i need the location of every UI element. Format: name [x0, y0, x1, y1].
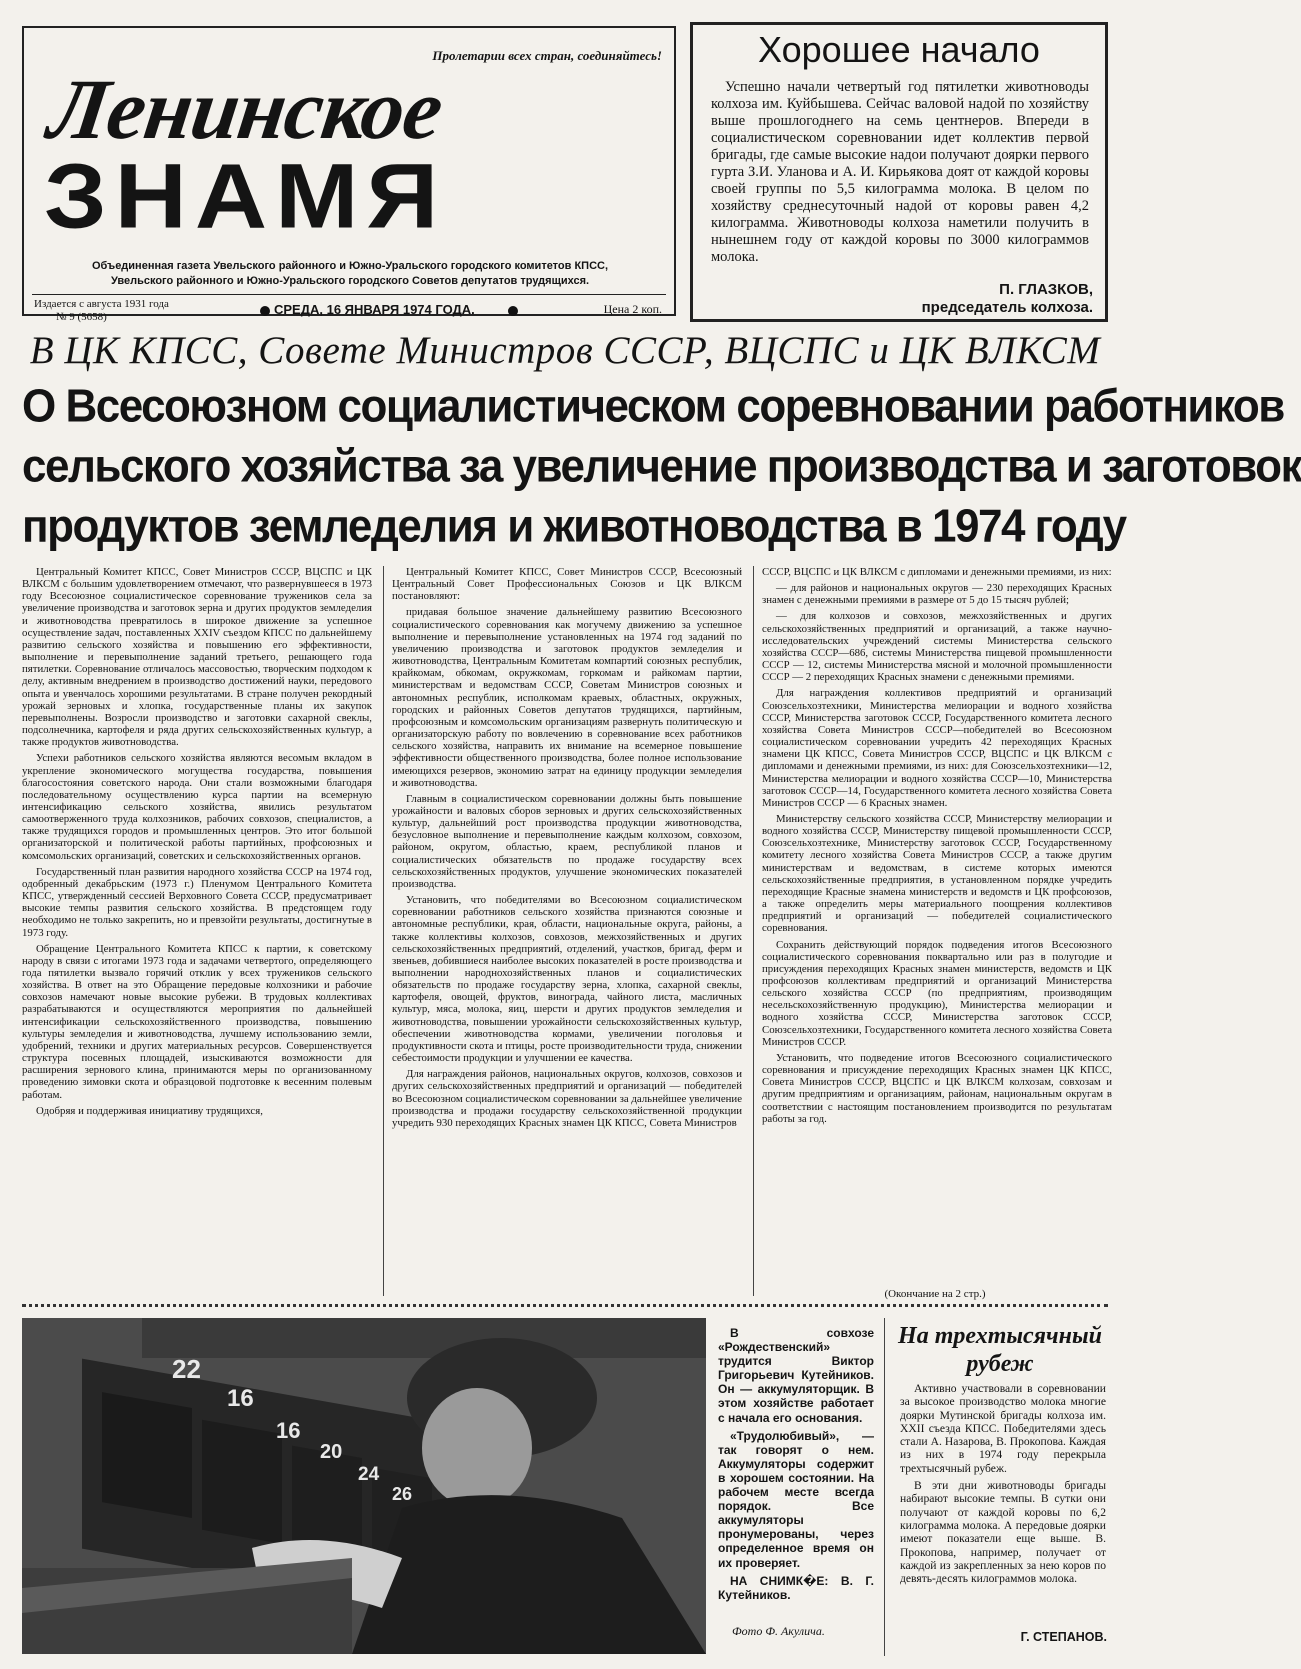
article-column-3 — [762, 566, 1112, 1288]
issue-info — [34, 298, 169, 324]
good-start-box — [690, 22, 1108, 322]
article-column-2 — [392, 566, 742, 1292]
article-paragraph: — для районов и национальных округов — 230 переходящих Красных знамен с денежными премиями в размере от 5 до 15 тысяч рублей; — [762, 582, 1112, 607]
good-start-title: Хорошее начало — [758, 29, 1040, 70]
bullet-dot — [260, 306, 270, 316]
masthead-subline-1: Объединенная газета Увельского районного и Южно-Уральского городского комитетов КПСС, — [91, 260, 609, 272]
column-divider — [884, 1318, 885, 1656]
article-paragraph: Сохранить действующий порядок подведения итогов Всесоюзного социалистического соревнования поквартально или раз в полугодие и присуждения переходящих Красных знамен министерств, ведомств и ЦК профсоюзов коллективам предприятий и организаций Министерства сельского хозяйства СССР (по предприятиям, производящим несельскохозяйственную продукцию), Министерства мелиорации и водного хозяйства СССР, Министерства заготовок СССР, Союзсельхозтехники, Государственного комитета лесного хозяйства Совета Министров СССР. — [762, 938, 1112, 1048]
column-divider — [383, 566, 384, 1296]
signer-title: председатель колхоза. — [921, 299, 1093, 316]
masthead-divider — [32, 294, 666, 295]
story-paragraph: Активно участвовали в соревновании за высокое производство молока многие доярки Мутинской бригады колхоза им. XXII съезда КПСС. Победителями здесь стали А. Назарова, В. Прокопова. Каждая из них в 1974 году перекрыла трехтысячный рубеж. — [900, 1382, 1106, 1475]
article-paragraph: Обращение Центрального Комитета КПСС к партии, к советскому народу в связи с итогами 1973 года и задачами четвертого, определяющего года пятилетки вызвало горячий отклик у всех тружеников сельского хозяйства. В ответ на это Обращение передовые колхозники и рабочие совхозов намечают новые высокие рубежи. В трудовых коллективах разрабатываются и осуществляются мероприятия по дальнейшей интенсификации сельскохозяйственного производства, повышению культуры земледелия и животноводства, лучшему использованию земли, удобрений, техники и других материальных ресурсов. Совершенствуется структура посевных площадей, изыскиваются возможности для расширения зернового клина, принимаются меры по организованному проведению зимовки скота и образцовой подготовке к весенним полевым работам. — [22, 942, 372, 1101]
section-header: В ЦК КПСС, Совете Министров СССР, ВЦСПС и ЦК ВЛКСМ — [29, 329, 1101, 372]
headline-line-1: О Всесоюзном социалистическом соревновании работников — [22, 380, 1284, 433]
signer-name: П. ГЛАЗКОВ, — [999, 281, 1093, 298]
photo-credit: Фото Ф. Акулича. — [732, 1624, 825, 1638]
masthead-subline-2: Увельского районного и Южно-Уральского городского Советов депутатов трудящихся. — [110, 275, 590, 287]
battery-number: 20 — [320, 1441, 343, 1463]
article-paragraph: Центральный Комитет КПСС, Совет Министров СССР, Всесоюзный Центральный Совет Профессиональных Союзов и ЦК ВЛКСМ постановляют: — [392, 566, 742, 603]
article-column-1 — [22, 566, 372, 1292]
continued-note: (Окончание на 2 стр.) — [884, 1288, 986, 1300]
newspaper-title-top: Ленинское — [43, 61, 448, 157]
bullet-dot — [508, 306, 518, 316]
issue-date: СРЕДА, 16 ЯНВАРЯ 1974 ГОДА. — [274, 302, 475, 317]
battery-number: 22 — [172, 1354, 201, 1384]
issued-since: Издается с августа 1931 года — [34, 298, 169, 310]
issue-number: № 9 (5658) — [56, 311, 107, 323]
newspaper-title-main: ЗНАМЯ — [44, 144, 447, 248]
worker-photo — [22, 1318, 706, 1654]
article-paragraph: Главным в социалистическом соревновании должны быть повышение урожайности и валовых сборов зерновых и других сельскохозяйственных культур, дальнейший рост производства продукции животноводства, безусловное выполнение и перевыполнение каждым колхозом, совхозом, районом, округом, областью, краем, республикой планов и социалистических обязательств по продаже государству всех сельскохозяйственных продуктов, улучшение экономических показателей производства. — [392, 792, 742, 890]
article-paragraph: СССР, ВЦСПС и ЦК ВЛКСМ с дипломами и денежными премиями, из них: — [762, 566, 1112, 578]
article-paragraph: — для колхозов и совхозов, межхозяйственных и других сельскохозяйственных предприятий и организаций, а также научно-исследовательских учреждений системы Министерства сельского хозяйства СССР—686, системы Министерства пищевой промышленности СССР — 12, системы Министерства мясной и молочной промышленности СССР — 2 переходящих Красных знамени с денежными премиями. — [762, 610, 1112, 684]
article-paragraph: Центральный Комитет КПСС, Совет Министров СССР, ВЦСПС и ЦК ВЛКСМ с большим удовлетворением отмечают, что развернувшееся в 1973 году Всесоюзное социалистическое соревнование тружеников села за увеличение производства и заготовок зерна и других продуктов земледелия и животноводства превратилось в широкое движение за успешное осуществление задач, поставленных XXIV съездом КПСС по дальнейшему развитию сельского хозяйства и повышению его эффективности, выполнение и перевыполнение заданий третьего, решающего года пятилетки. Соревнование отличалось массовостью, творческим подходом к делу, активным внедрением в производство достижений науки, передового опыта и увенчалось хорошими результатами. В стране получен рекордный урожай зерновых и хлопка, государственные планы их закупок перевыполнены. Возросли производство и заготовки сахарной свеклы, подсолнечника, картофеля и ряда других сельскохозяйственных культур, а также продуктов животноводства. — [22, 566, 372, 749]
story-paragraph: В эти дни животноводы бригады набирают высокие темпы. В сутки они получают от каждой коровы по 6,2 килограмма молока. А передовые доярки имеют показатели еще выше. В. Прокопова, например, получает от каждой из закрепленных за нею коров по девять-десять килограммов молока. — [900, 1479, 1106, 1586]
story-signature: Г. СТЕПАНОВ. — [1020, 1630, 1107, 1644]
article-paragraph: Одобряя и поддерживая инициативу трудящихся, — [36, 1104, 263, 1117]
three-thousand-title: На трехтысячный рубеж — [898, 1323, 1102, 1377]
article-paragraph: придавая большое значение дальнейшему развитию Всесоюзного социалистического соревнования как могучему движению за успешное выполнение и перевыполнение установленных на 1974 год заданий по увеличению производства и заготовок продуктов земледелия и животноводства, Центральным Комитетам компартий союзных республик, крайкомам, обкомам, окружкомам, горкомам и райкомам партии, министерствам и ведомствам СССР, Советам Министров союзных и автономных республик, исполкомам краевых, областных, окружных, городских и районных Советов депутатов трудящихся, партийным, профсоюзным и комсомольским организациям развернуть политическую и организаторскую работу по вовлечению в соревнование всех работников сельского хозяйства, направить их внимание на всемерное повышение эффективности общественного производства, более полное использование имеющихся резервов, экономию затрат на единицу продукции земледелия и животноводства. — [392, 606, 742, 789]
battery-number: 16 — [276, 1418, 301, 1443]
photo-caption — [718, 1326, 874, 1606]
article-paragraph: Министерству сельского хозяйства СССР, Министерству мелиорации и водного хозяйства СССР, Министерству пищевой промышленности СССР, Союзсельхозтехнике, Министерству заготовок СССР, Государственному комитету лесного хозяйства Совета Министров СССР, а также другим министерствам и ведомствам, в системе которых имеются сельскохозяйственные предприятия, в установленном порядке учредить переходящие Красные знамена министерств и ведомств и ЦК профсоюзов, а также определить меры материального поощрения коллективов предприятий и организаций — победителей социалистического соревнования. — [762, 812, 1112, 935]
caption-paragraph: В совхозе «Рождественский» трудится Виктор Григорьевич Кутейников. Он — аккумуляторщик. В этом хозяйстве работает с начала его основания. — [718, 1326, 874, 1425]
caption-paragraph: НА СНИМК�Е: В. Г. Кутейников. — [718, 1573, 874, 1602]
battery-number: 16 — [227, 1385, 254, 1412]
article-paragraph: Государственный план развития народного хозяйства СССР на 1974 год, одобренный декабрьским (1973 г.) Пленумом Центрального Комитета КПСС, утвержденный сессией Верховного Совета СССР, предусматривает высокие темпы развития сельского хозяйства. В предстоящем году необходимо не только закрепить, но и превзойти результаты, достигнутые в 1973 году. — [22, 865, 372, 939]
three-thousand-text — [900, 1382, 1106, 1589]
article-paragraph: Установить, что победителями во Всесоюзном социалистическом соревновании работников сельского хозяйства признаются союзные и автономные республики, края, области, национальные округа, районы, а также коллективы колхозов, совхозов, межхозяйственных и других сельскохозяйственных предприятий, отделений, участков, бригад, ферм и звеньев, добившиеся наиболее высоких показателей в росте производства и выполнении народнохозяйственных планов и социалистических обязательств по продаже государству зерна, хлопка, сахарной свеклы, картофеля, овощей, фруктов, винограда, чайного листа, масличных культур, мяса, молока, яиц, шерсти и других продуктов земледелия и животноводства, повышении урожайности сельскохозяйственных культур, обеспечении животноводства кормами, увеличении поголовья и продуктивности скота и птицы, росте производительности труда, снижении себестоимости продукции и улучшении ее качества. — [392, 894, 742, 1065]
section-separator — [22, 1304, 1108, 1307]
article-paragraph: Для награждения коллективов предприятий и организаций Союзсельхозтехники, Министерства мелиорации и водного хозяйства СССР, Министерства заготовок СССР, Государственного комитета лесного хозяйства Совета Министров СССР—победителей во Всесоюзном социалистическом соревновании учредить 42 переходящих Красных знамени ЦК КПСС, Совета Министров СССР, ВЦСПС и ЦК ВЛКСМ с дипломами и денежными премиями, из них: для Союзсельхозтехники—12, Министерства мелиорации и водного хозяйства СССР—10, Министерства заготовок СССР—14, Государственного комитета лесного хозяйства Совета Министров СССР — 6 Красных знамен. — [762, 687, 1112, 809]
article-paragraph: Для награждения районов, национальных округов, колхозов, совхозов и других сельскохозяйственных предприятий и организаций — победителей во Всесоюзном социалистическом соревновании за дальнейшее увеличение производства и продажи государству сельскохозяйственной продукции учредить 930 переходящих Красных знамен ЦК КПСС, Совета Министров — [392, 1068, 742, 1129]
slogan: Пролетарии всех стран, соединяйтесь! — [432, 48, 662, 63]
good-start-text: Успешно начали четвертый год пятилетки животноводы колхоза им. Куйбышева. Сейчас валовой надой по хозяйству выше прошлогоднего на семь центнеров. Впереди в социалистическом соревновании идет коллектив первой бригады, где самые высокие надои получают доярки первого гурта З.И. Уланова и А. И. Кирьякова доят от каждой коровы своей группы по 5,5 килограмма молока. В целом по хозяйству среднесуточный надой от коровы равен 4,2 килограмма. Животноводы колхоза наметили получить в нынешнем году от каждой коровы по 3000 килограммов молока. — [711, 79, 1089, 265]
headline-line-2: сельского хозяйства за увеличение производства и заготовок — [22, 440, 1301, 493]
article-paragraph: Установить, что подведение итогов Всесоюзного социалистического соревнования и присуждение переходящих Красных знамен ЦК КПСС, Совета Министров СССР, ВЦСПС и ЦК ВЛКСМ колхозам, совхозам и другим предприятиям и организациям, районам, национальным округам в соответствии с настоящим постановлением производится по результатам работы за год. — [762, 1051, 1112, 1125]
photo-illustration — [22, 1318, 706, 1654]
caption-paragraph: «Трудолюбивый», — так говорят о нем. Аккумуляторы содержит в хорошем состоянии. На рабочем месте всегда порядок. Все аккумуляторы пронумерованы, через определенное время он их проверяет. — [718, 1428, 874, 1570]
headline-line-3: продуктов земледелия и животноводства в 1974 году — [22, 500, 1126, 553]
column-divider — [753, 566, 754, 1296]
article-paragraph: Успехи работников сельского хозяйства являются весомым вкладом в укрепление экономического могущества государства, повышения благосостояния советского народа. Они стали возможными благодаря последовательному осуществлению курса партии на всемерную интенсификацию сельского хозяйства, явились результатом самоотверженного труда колхозников, рабочих совхозов, специалистов, а также трудящихся городов и промышленных центров. Это итог большой организаторской и политической работы партийных, профсоюзных и комсомольских организаций, советских и сельскохозяйственных органов. — [22, 752, 372, 862]
battery-number: 26 — [392, 1484, 413, 1504]
issue-price: Цена 2 коп. — [603, 302, 662, 316]
masthead — [22, 26, 676, 323]
battery-number: 24 — [358, 1464, 380, 1485]
good-start-signature — [922, 281, 1093, 317]
